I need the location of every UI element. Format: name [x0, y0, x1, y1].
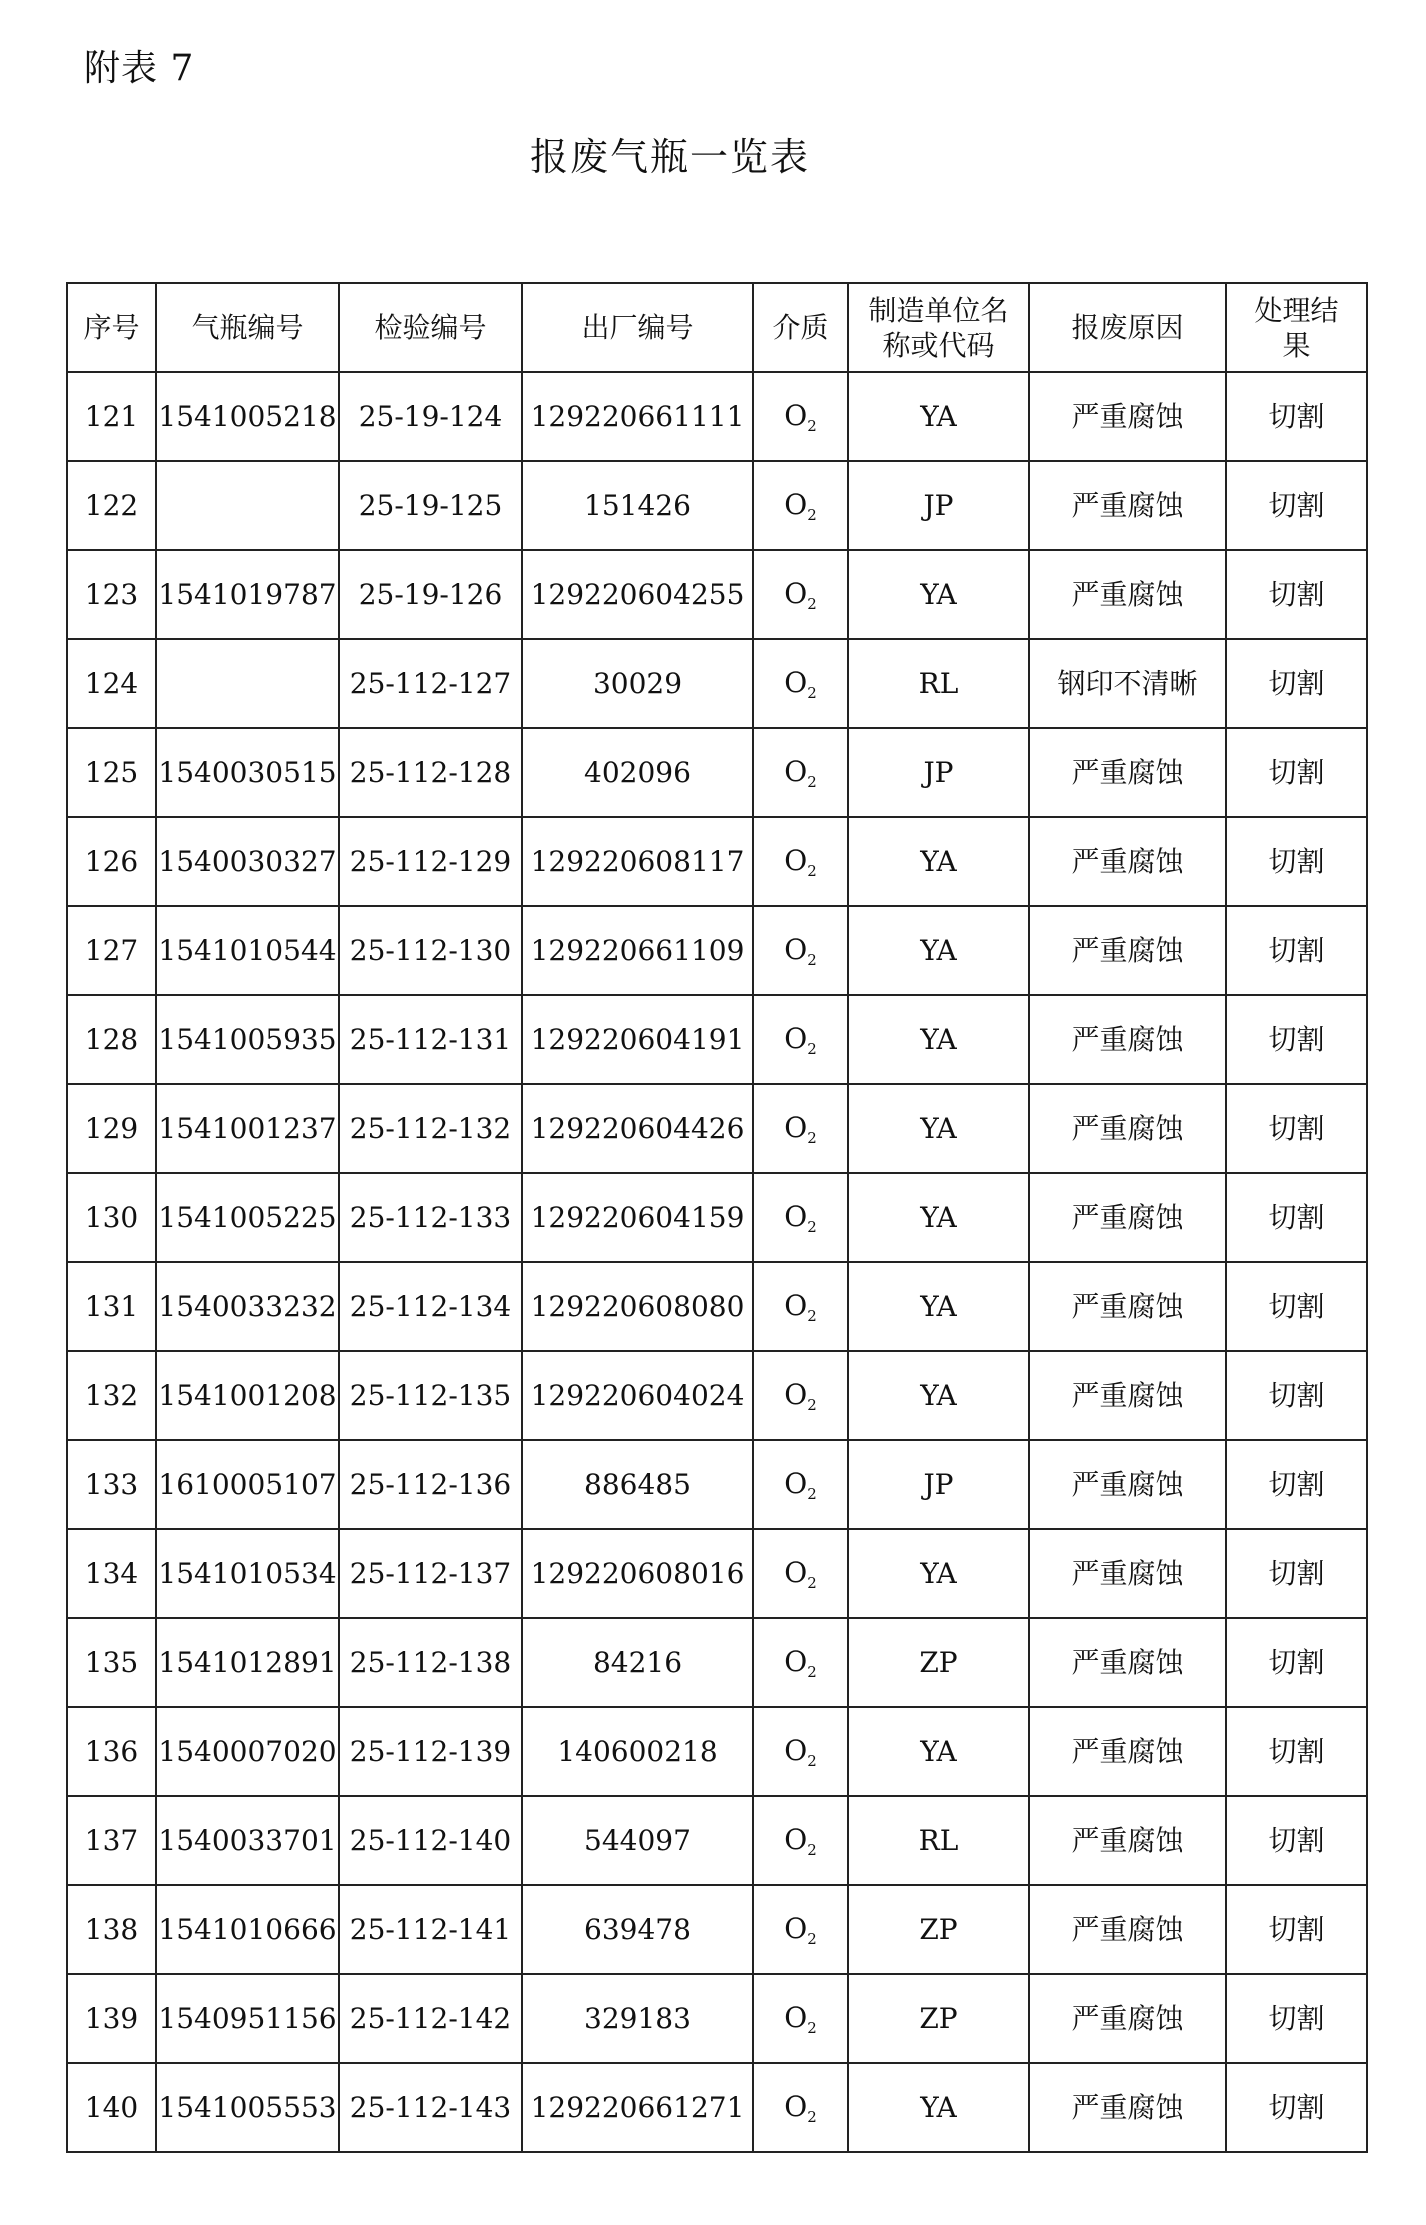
header-medium: 介质 [753, 283, 848, 372]
medium-subscript: 2 [807, 505, 817, 524]
cell-maker: YA [848, 1351, 1029, 1440]
cell-reason: 严重腐蚀 [1029, 817, 1226, 906]
cell-inspection-no: 25-19-124 [339, 372, 522, 461]
table-row [67, 1084, 1367, 1173]
table-row [67, 995, 1367, 1084]
cell-medium [753, 1707, 848, 1796]
cell-result: 切割 [1226, 1707, 1367, 1796]
cell-cylinder-no [156, 461, 339, 550]
table-header-row [67, 283, 1367, 372]
document-title: 报废气瓶一览表 [529, 135, 810, 179]
table-row [67, 550, 1367, 639]
cell-reason: 严重腐蚀 [1029, 2063, 1226, 2152]
cell-medium [753, 461, 848, 550]
cell-result: 切割 [1226, 1351, 1367, 1440]
cell-medium [753, 1351, 848, 1440]
table-row [67, 1173, 1367, 1262]
cell-seq: 139 [67, 1974, 156, 2063]
cell-maker: YA [848, 1084, 1029, 1173]
cell-medium [753, 995, 848, 1084]
medium-subscript: 2 [807, 1662, 817, 1681]
cell-result: 切割 [1226, 1529, 1367, 1618]
medium-formula: O [784, 1555, 808, 1589]
cell-inspection-no: 25-112-136 [339, 1440, 522, 1529]
cell-inspection-no: 25-112-141 [339, 1885, 522, 1974]
table-row [67, 1885, 1367, 1974]
cell-seq: 124 [67, 639, 156, 728]
cell-medium [753, 2063, 848, 2152]
cell-seq: 126 [67, 817, 156, 906]
cell-inspection-no: 25-112-138 [339, 1618, 522, 1707]
cell-result: 切割 [1226, 372, 1367, 461]
cell-maker: YA [848, 1262, 1029, 1351]
cell-cylinder-no: 1541001208 [156, 1351, 339, 1440]
cell-factory-no: 129220604159 [522, 1173, 753, 1262]
cell-maker: YA [848, 2063, 1029, 2152]
cell-cylinder-no: 1541010534 [156, 1529, 339, 1618]
cell-maker: YA [848, 1707, 1029, 1796]
annex-label: 附表 7 [84, 48, 195, 89]
cell-seq: 134 [67, 1529, 156, 1618]
cell-factory-no: 129220604024 [522, 1351, 753, 1440]
cell-result: 切割 [1226, 2063, 1367, 2152]
cell-result: 切割 [1226, 817, 1367, 906]
cell-result: 切割 [1226, 1262, 1367, 1351]
medium-subscript: 2 [807, 2107, 817, 2126]
table-row [67, 728, 1367, 817]
cell-cylinder-no: 1541005935 [156, 995, 339, 1084]
cell-seq: 137 [67, 1796, 156, 1885]
scrapped-cylinders-table [66, 282, 1368, 2153]
cell-factory-no: 84216 [522, 1618, 753, 1707]
cell-reason: 钢印不清晰 [1029, 639, 1226, 728]
cell-reason: 严重腐蚀 [1029, 372, 1226, 461]
medium-formula: O [784, 932, 808, 966]
medium-subscript: 2 [807, 950, 817, 969]
cell-medium [753, 1618, 848, 1707]
cell-medium [753, 639, 848, 728]
cell-medium [753, 1262, 848, 1351]
cell-seq: 128 [67, 995, 156, 1084]
cell-seq: 130 [67, 1173, 156, 1262]
cell-reason: 严重腐蚀 [1029, 1885, 1226, 1974]
table-row [67, 372, 1367, 461]
cell-factory-no: 329183 [522, 1974, 753, 2063]
table-row [67, 1351, 1367, 1440]
medium-formula: O [784, 2000, 808, 2034]
cell-inspection-no: 25-112-142 [339, 1974, 522, 2063]
medium-formula: O [784, 1466, 808, 1500]
cell-maker: YA [848, 1173, 1029, 1262]
cell-result: 切割 [1226, 1796, 1367, 1885]
cell-inspection-no: 25-112-143 [339, 2063, 522, 2152]
cell-factory-no: 129220661271 [522, 2063, 753, 2152]
medium-formula: O [784, 487, 808, 521]
medium-subscript: 2 [807, 772, 817, 791]
medium-formula: O [784, 2089, 808, 2123]
cell-inspection-no: 25-112-139 [339, 1707, 522, 1796]
table-row [67, 1974, 1367, 2063]
cell-reason: 严重腐蚀 [1029, 995, 1226, 1084]
cell-cylinder-no: 1541005225 [156, 1173, 339, 1262]
medium-subscript: 2 [807, 1306, 817, 1325]
cell-factory-no: 402096 [522, 728, 753, 817]
medium-subscript: 2 [807, 594, 817, 613]
cell-medium [753, 1974, 848, 2063]
cell-reason: 严重腐蚀 [1029, 1974, 1226, 2063]
cell-seq: 138 [67, 1885, 156, 1974]
cell-cylinder-no: 1541010544 [156, 906, 339, 995]
cell-cylinder-no: 1541019787 [156, 550, 339, 639]
cell-inspection-no: 25-112-134 [339, 1262, 522, 1351]
cell-seq: 123 [67, 550, 156, 639]
cell-cylinder-no: 1541005218 [156, 372, 339, 461]
cell-factory-no: 140600218 [522, 1707, 753, 1796]
table-row [67, 1796, 1367, 1885]
cell-maker: YA [848, 1529, 1029, 1618]
cell-reason: 严重腐蚀 [1029, 906, 1226, 995]
medium-subscript: 2 [807, 1484, 817, 1503]
medium-formula: O [784, 398, 808, 432]
cell-maker: YA [848, 817, 1029, 906]
table-row [67, 1262, 1367, 1351]
cell-medium [753, 1440, 848, 1529]
medium-subscript: 2 [807, 1573, 817, 1592]
medium-formula: O [784, 1733, 808, 1767]
cell-factory-no: 639478 [522, 1885, 753, 1974]
medium-subscript: 2 [807, 1217, 817, 1236]
medium-subscript: 2 [807, 1128, 817, 1147]
cell-seq: 121 [67, 372, 156, 461]
medium-formula: O [784, 1822, 808, 1856]
cell-cylinder-no: 1540033701 [156, 1796, 339, 1885]
cell-reason: 严重腐蚀 [1029, 1173, 1226, 1262]
cell-factory-no: 129220608016 [522, 1529, 753, 1618]
medium-formula: O [784, 754, 808, 788]
cell-result: 切割 [1226, 1084, 1367, 1173]
cell-seq: 140 [67, 2063, 156, 2152]
cell-maker: ZP [848, 1618, 1029, 1707]
medium-subscript: 2 [807, 1840, 817, 1859]
cell-factory-no: 129220604426 [522, 1084, 753, 1173]
cell-maker: YA [848, 906, 1029, 995]
medium-formula: O [784, 1110, 808, 1144]
cell-reason: 严重腐蚀 [1029, 1618, 1226, 1707]
medium-formula: O [784, 1199, 808, 1233]
cell-maker: ZP [848, 1885, 1029, 1974]
cell-reason: 严重腐蚀 [1029, 1351, 1226, 1440]
medium-formula: O [784, 1911, 808, 1945]
cell-result: 切割 [1226, 1618, 1367, 1707]
cell-medium [753, 906, 848, 995]
cell-seq: 129 [67, 1084, 156, 1173]
medium-subscript: 2 [807, 1929, 817, 1948]
cell-medium [753, 1885, 848, 1974]
cell-inspection-no: 25-112-133 [339, 1173, 522, 1262]
cell-maker: YA [848, 372, 1029, 461]
cell-reason: 严重腐蚀 [1029, 1529, 1226, 1618]
cell-cylinder-no: 1540007020 [156, 1707, 339, 1796]
cell-reason: 严重腐蚀 [1029, 1707, 1226, 1796]
cell-cylinder-no: 1541001237 [156, 1084, 339, 1173]
medium-subscript: 2 [807, 2018, 817, 2037]
cell-seq: 135 [67, 1618, 156, 1707]
cell-seq: 127 [67, 906, 156, 995]
medium-subscript: 2 [807, 1751, 817, 1770]
cell-cylinder-no: 1610005107 [156, 1440, 339, 1529]
table-row [67, 1440, 1367, 1529]
cell-cylinder-no: 1540030515 [156, 728, 339, 817]
cell-reason: 严重腐蚀 [1029, 1084, 1226, 1173]
cell-result: 切割 [1226, 1885, 1367, 1974]
medium-subscript: 2 [807, 416, 817, 435]
cell-factory-no: 151426 [522, 461, 753, 550]
cell-result: 切割 [1226, 550, 1367, 639]
cell-inspection-no: 25-19-126 [339, 550, 522, 639]
cell-inspection-no: 25-112-129 [339, 817, 522, 906]
cell-medium [753, 1173, 848, 1262]
table-row [67, 1707, 1367, 1796]
cell-result: 切割 [1226, 995, 1367, 1084]
header-cylinder-no: 气瓶编号 [156, 283, 339, 372]
cell-inspection-no: 25-112-130 [339, 906, 522, 995]
cell-inspection-no: 25-112-137 [339, 1529, 522, 1618]
medium-formula: O [784, 1021, 808, 1055]
header-reason: 报废原因 [1029, 283, 1226, 372]
table-row [67, 817, 1367, 906]
cell-maker: RL [848, 1796, 1029, 1885]
cell-factory-no: 886485 [522, 1440, 753, 1529]
medium-subscript: 2 [807, 1039, 817, 1058]
medium-subscript: 2 [807, 861, 817, 880]
medium-formula: O [784, 1377, 808, 1411]
cell-seq: 131 [67, 1262, 156, 1351]
cell-seq: 132 [67, 1351, 156, 1440]
cell-result: 切割 [1226, 1440, 1367, 1529]
cell-maker: ZP [848, 1974, 1029, 2063]
header-maker: 制造单位名称或代码 [848, 283, 1029, 372]
cell-maker: JP [848, 1440, 1029, 1529]
cell-maker: YA [848, 550, 1029, 639]
cell-cylinder-no: 1541010666 [156, 1885, 339, 1974]
cell-seq: 133 [67, 1440, 156, 1529]
table-body [67, 372, 1367, 2152]
table-row [67, 906, 1367, 995]
cell-inspection-no: 25-112-140 [339, 1796, 522, 1885]
cell-factory-no: 30029 [522, 639, 753, 728]
cell-maker: RL [848, 639, 1029, 728]
cell-inspection-no: 25-112-128 [339, 728, 522, 817]
cell-factory-no: 544097 [522, 1796, 753, 1885]
table-row [67, 1618, 1367, 1707]
cell-seq: 122 [67, 461, 156, 550]
medium-formula: O [784, 665, 808, 699]
header-inspection-no: 检验编号 [339, 283, 522, 372]
header-seq: 序号 [67, 283, 156, 372]
medium-formula: O [784, 843, 808, 877]
cell-cylinder-no: 1540033232 [156, 1262, 339, 1351]
cell-result: 切割 [1226, 728, 1367, 817]
cell-cylinder-no: 1540951156 [156, 1974, 339, 2063]
cell-seq: 136 [67, 1707, 156, 1796]
cell-maker: YA [848, 995, 1029, 1084]
cell-cylinder-no: 1541005553 [156, 2063, 339, 2152]
cell-inspection-no: 25-112-127 [339, 639, 522, 728]
cell-medium [753, 1084, 848, 1173]
table-row [67, 461, 1367, 550]
cell-inspection-no: 25-19-125 [339, 461, 522, 550]
cell-factory-no: 129220604255 [522, 550, 753, 639]
medium-formula: O [784, 1288, 808, 1322]
cell-cylinder-no [156, 639, 339, 728]
cell-medium [753, 728, 848, 817]
cell-maker: JP [848, 461, 1029, 550]
cell-cylinder-no: 1540030327 [156, 817, 339, 906]
cell-inspection-no: 25-112-131 [339, 995, 522, 1084]
cell-medium [753, 1796, 848, 1885]
header-result: 处理结果 [1226, 283, 1367, 372]
cell-seq: 125 [67, 728, 156, 817]
cell-factory-no: 129220604191 [522, 995, 753, 1084]
cell-medium [753, 1529, 848, 1618]
cell-medium [753, 817, 848, 906]
table-row [67, 1529, 1367, 1618]
cell-factory-no: 129220661109 [522, 906, 753, 995]
cell-result: 切割 [1226, 639, 1367, 728]
cell-reason: 严重腐蚀 [1029, 728, 1226, 817]
cell-result: 切割 [1226, 461, 1367, 550]
cell-result: 切割 [1226, 1173, 1367, 1262]
cell-inspection-no: 25-112-135 [339, 1351, 522, 1440]
cell-cylinder-no: 1541012891 [156, 1618, 339, 1707]
cell-inspection-no: 25-112-132 [339, 1084, 522, 1173]
table-row [67, 639, 1367, 728]
medium-formula: O [784, 576, 808, 610]
cell-reason: 严重腐蚀 [1029, 1796, 1226, 1885]
medium-subscript: 2 [807, 683, 817, 702]
cell-reason: 严重腐蚀 [1029, 550, 1226, 639]
header-factory-no: 出厂编号 [522, 283, 753, 372]
cell-factory-no: 129220661111 [522, 372, 753, 461]
cell-medium [753, 372, 848, 461]
cell-result: 切割 [1226, 906, 1367, 995]
cell-reason: 严重腐蚀 [1029, 461, 1226, 550]
cell-maker: JP [848, 728, 1029, 817]
cell-medium [753, 550, 848, 639]
cell-result: 切割 [1226, 1974, 1367, 2063]
cell-factory-no: 129220608080 [522, 1262, 753, 1351]
cell-reason: 严重腐蚀 [1029, 1262, 1226, 1351]
medium-subscript: 2 [807, 1395, 817, 1414]
medium-formula: O [784, 1644, 808, 1678]
cell-factory-no: 129220608117 [522, 817, 753, 906]
cell-reason: 严重腐蚀 [1029, 1440, 1226, 1529]
table-row [67, 2063, 1367, 2152]
